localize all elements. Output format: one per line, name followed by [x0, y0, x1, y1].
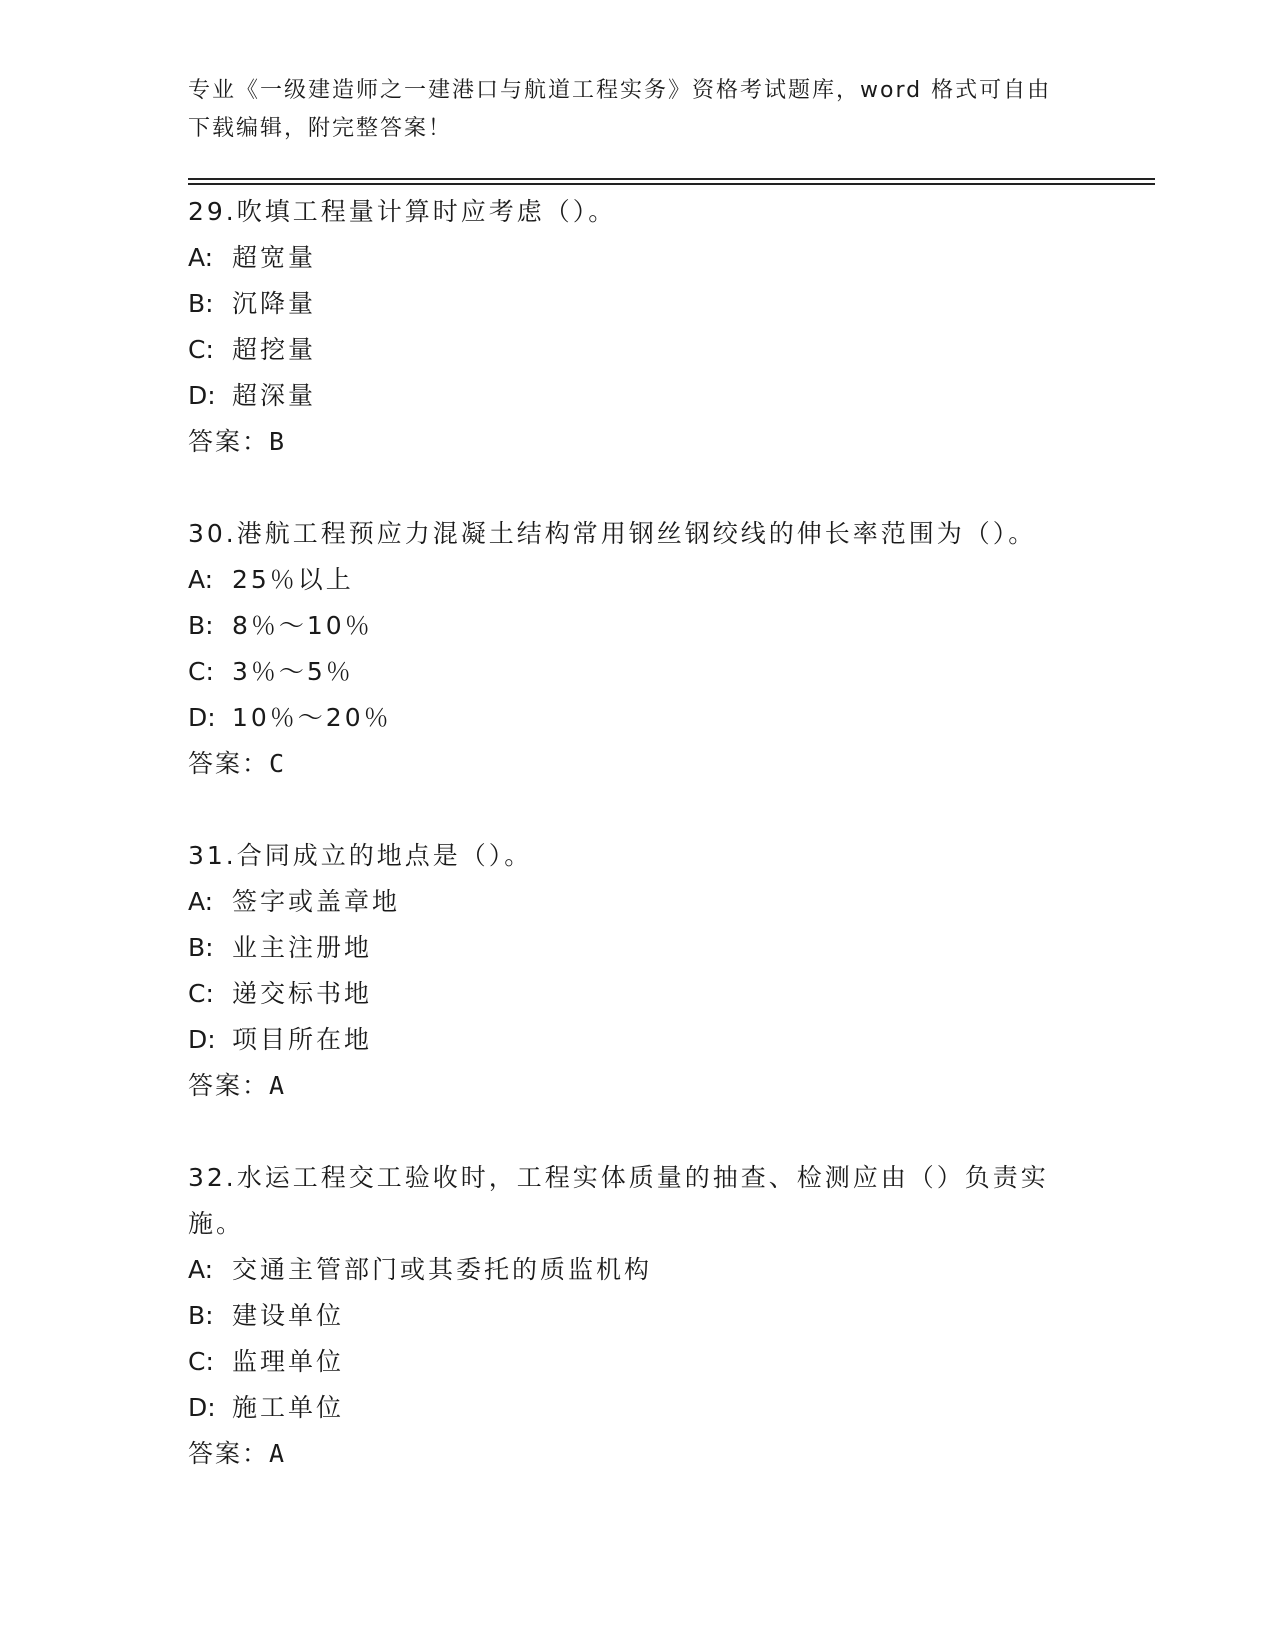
option-letter: A: [188, 565, 214, 594]
option-b [188, 603, 1088, 649]
option-letter: B: [188, 289, 214, 318]
option-text: 沉降量 [232, 289, 317, 318]
option-a [188, 235, 1088, 281]
option-text: 施工单位 [232, 1393, 345, 1422]
answer-value: B [269, 427, 287, 456]
answer-line [188, 419, 1088, 465]
option-d [188, 373, 1088, 419]
answer-line [188, 741, 1088, 787]
answer-label: 答案： [188, 427, 270, 456]
option-text: 业主注册地 [232, 933, 373, 962]
option-text: 10％～20％ [232, 703, 392, 732]
option-c [188, 327, 1088, 373]
option-letter: D: [188, 703, 216, 732]
option-a [188, 1247, 1088, 1293]
option-text: 超宽量 [232, 243, 317, 272]
question-30 [188, 511, 1088, 787]
option-b [188, 925, 1088, 971]
answer-value: A [269, 1071, 287, 1100]
option-letter: B: [188, 611, 214, 640]
option-letter: C: [188, 335, 214, 364]
option-text: 递交标书地 [232, 979, 373, 1008]
answer-label: 答案： [188, 1439, 270, 1468]
answer-line [188, 1431, 1088, 1477]
option-c [188, 1339, 1088, 1385]
option-letter: D: [188, 381, 216, 410]
option-b [188, 281, 1088, 327]
option-a [188, 557, 1088, 603]
option-c [188, 971, 1088, 1017]
option-letter: C: [188, 979, 214, 1008]
option-text: 3％～5％ [232, 657, 354, 686]
option-letter: D: [188, 1025, 216, 1054]
answer-value: C [269, 749, 287, 778]
answer-label: 答案： [188, 749, 270, 778]
option-text: 签字或盖章地 [232, 887, 401, 916]
option-text: 超挖量 [232, 335, 317, 364]
option-d [188, 1385, 1088, 1431]
option-letter: C: [188, 1347, 214, 1376]
option-letter: B: [188, 1301, 214, 1330]
question-32 [188, 1155, 1088, 1477]
question-29 [188, 189, 1088, 465]
header-line-2: 下载编辑，附完整答案！ [188, 116, 453, 141]
option-b [188, 1293, 1088, 1339]
option-letter: A: [188, 1255, 214, 1284]
option-letter: C: [188, 657, 214, 686]
option-text: 超深量 [232, 381, 317, 410]
document-header [188, 72, 1068, 148]
question-31 [188, 833, 1088, 1109]
option-d [188, 1017, 1088, 1063]
question-stem: 32.水运工程交工验收时，工程实体质量的抽查、检测应由（）负责实 [188, 1163, 1049, 1192]
option-text: 监理单位 [232, 1347, 345, 1376]
question-stem: 30.港航工程预应力混凝土结构常用钢丝钢绞线的伸长率范围为（）。 [188, 519, 1037, 548]
option-letter: D: [188, 1393, 216, 1422]
option-d [188, 695, 1088, 741]
option-text: 25％以上 [232, 565, 354, 594]
answer-line [188, 1063, 1088, 1109]
question-stem-continued: 施。 [188, 1209, 245, 1238]
question-stem: 31.合同成立的地点是（）。 [188, 841, 533, 870]
header-divider-top [188, 178, 1155, 180]
option-letter: A: [188, 243, 214, 272]
header-divider-bottom [188, 183, 1155, 185]
option-text: 建设单位 [232, 1301, 345, 1330]
option-text: 8％～10％ [232, 611, 373, 640]
header-line-1: 专业《一级建造师之一建港口与航道工程实务》资格考试题库，word 格式可自由 [188, 78, 1052, 103]
answer-value: A [269, 1439, 287, 1468]
question-stem: 29.吹填工程量计算时应考虑（）。 [188, 197, 617, 226]
answer-label: 答案： [188, 1071, 270, 1100]
option-text: 项目所在地 [232, 1025, 373, 1054]
option-text: 交通主管部门或其委托的质监机构 [232, 1255, 653, 1284]
option-letter: B: [188, 933, 214, 962]
option-letter: A: [188, 887, 214, 916]
question-list [188, 189, 1088, 1523]
option-a [188, 879, 1088, 925]
option-c [188, 649, 1088, 695]
